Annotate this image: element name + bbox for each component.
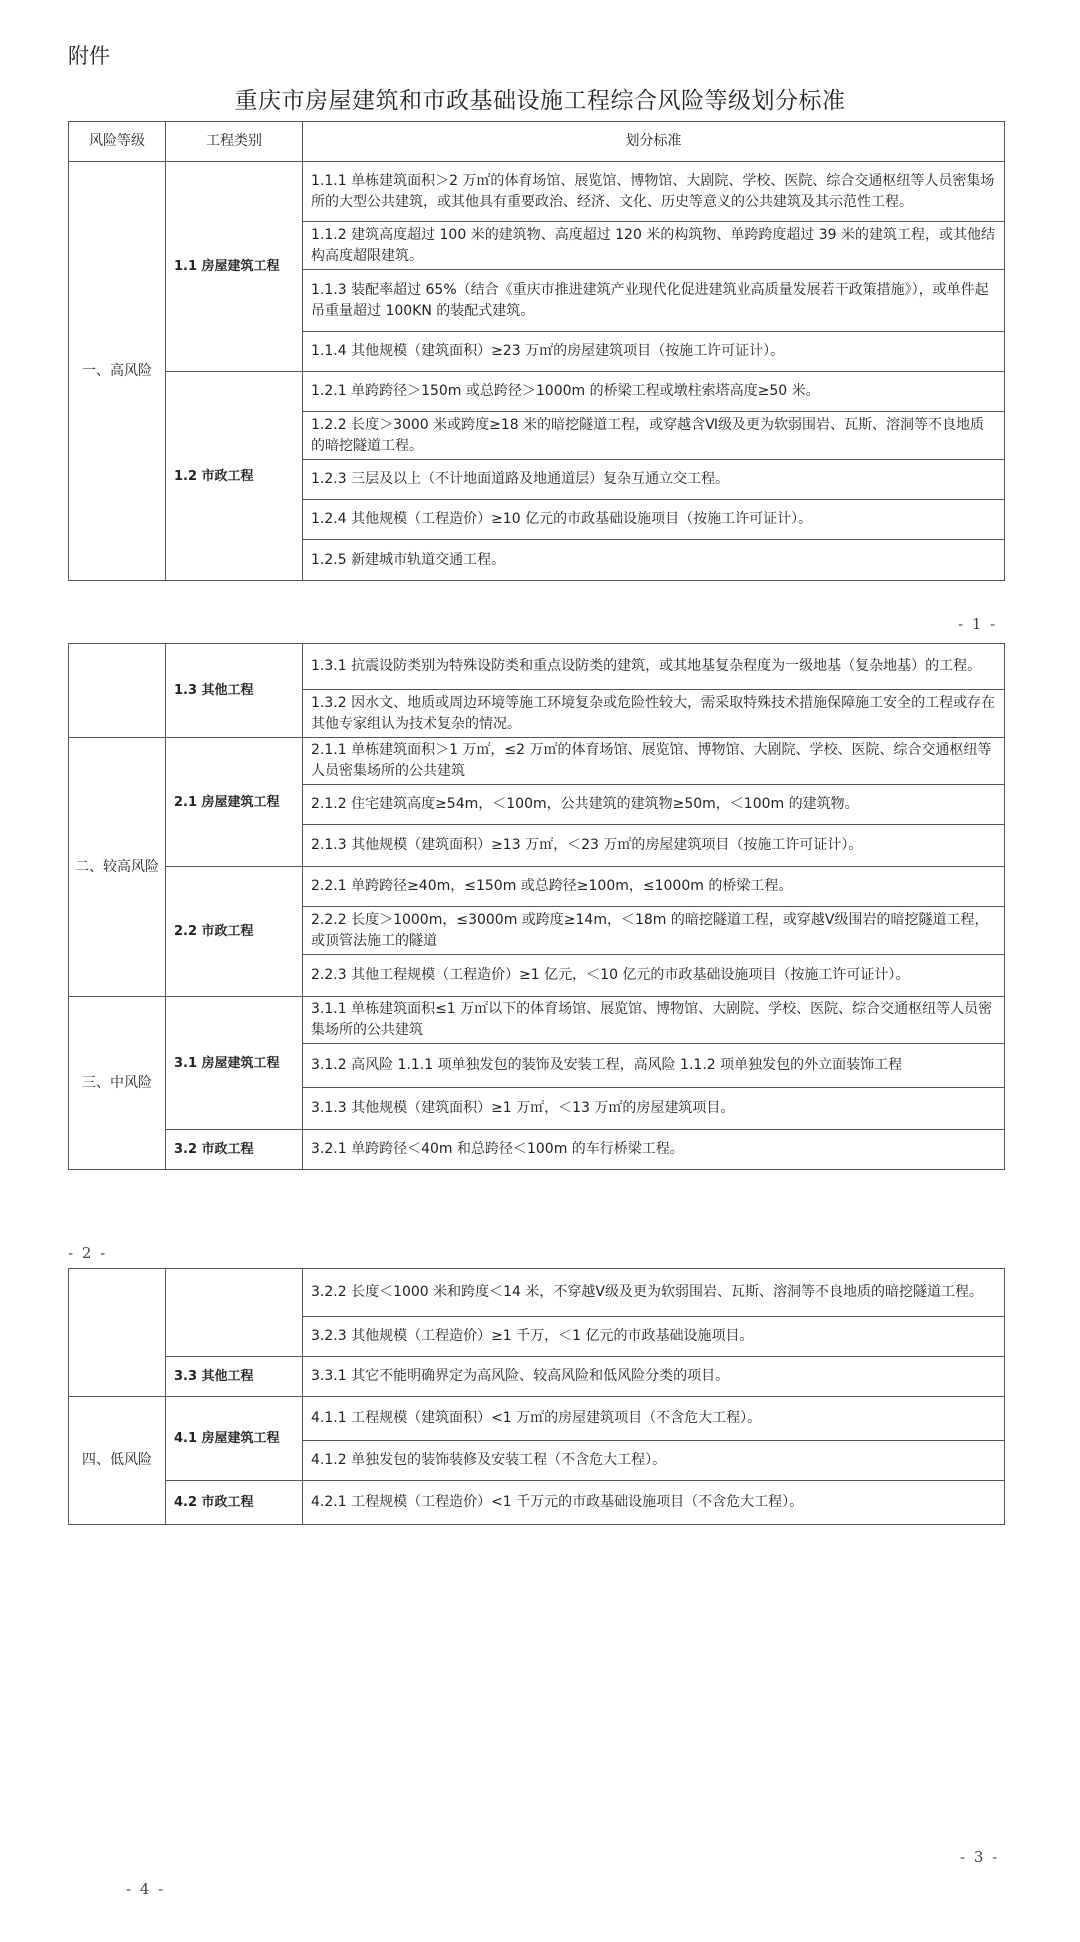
table-row (69, 644, 1005, 690)
header-level: 风险等级 (69, 122, 166, 162)
table-row (69, 1269, 1005, 1317)
page-number-1: - 1 - (958, 615, 998, 633)
standard-2-2-2: 2.2.2 长度＞1000m，≤3000m 或跨度≥14m，＜18m 的暗挖隧道工程，或穿越Ⅴ级围岩的暗挖隧道工程，或顶管法施工的隧道 (303, 907, 1005, 955)
risk-table-part-3 (68, 1268, 1005, 1525)
standard-2-2-1: 2.2.1 单跨跨径≥40m，≤150m 或总跨径≥100m，≤1000m 的桥梁工程。 (303, 867, 1005, 907)
standard-1-2-5: 1.2.5 新建城市轨道交通工程。 (303, 540, 1005, 581)
table-row (69, 372, 1005, 412)
standard-2-1-2: 2.1.2 住宅建筑高度≥54m，＜100m，公共建筑的建筑物≥50m，＜100m 的建筑物。 (303, 785, 1005, 825)
standard-3-1-2: 3.1.2 高风险 1.1.1 项单独发包的装饰及安装工程，高风险 1.1.2 项单独发包的外立面装饰工程 (303, 1044, 1005, 1088)
table-row (69, 867, 1005, 907)
standard-4-2-1: 4.2.1 工程规模（工程造价）<1 千万元的市政基础设施项目（不含危大工程）。 (303, 1481, 1005, 1525)
category-1-2: 1.2 市政工程 (166, 372, 303, 581)
category-2-1: 2.1 房屋建筑工程 (166, 738, 303, 867)
attachment-label: 附件 (68, 44, 110, 68)
category-1-1: 1.1 房屋建筑工程 (166, 162, 303, 372)
table-row (69, 1130, 1005, 1170)
standard-1-3-1: 1.3.1 抗震设防类别为特殊设防类和重点设防类的建筑，或其地基复杂程度为一级地基（复杂地基）的工程。 (303, 644, 1005, 690)
standard-1-1-3: 1.1.3 装配率超过 65%（结合《重庆市推进建筑产业现代化促进建筑业高质量发展若干政策措施》），或单件起吊重量超过 100KN 的装配式建筑。 (303, 270, 1005, 332)
standard-1-2-3: 1.2.3 三层及以上（不计地面道路及地通道层）复杂互通立交工程。 (303, 460, 1005, 500)
level-fairly-high: 二、较高风险 (69, 738, 166, 997)
risk-table-part-1 (68, 121, 1005, 581)
standard-3-1-1: 3.1.1 单栋建筑面积≤1 万㎡以下的体育场馆、展览馆、博物馆、大剧院、学校、医院、综合交通枢纽等人员密集场所的公共建筑 (303, 997, 1005, 1044)
category-3-2: 3.2 市政工程 (166, 1130, 303, 1170)
table-row (69, 1397, 1005, 1441)
standard-1-1-4: 1.1.4 其他规模（建筑面积）≥23 万㎡的房屋建筑项目（按施工许可证计）。 (303, 332, 1005, 372)
level-high-continued (69, 644, 166, 738)
level-medium-continued (69, 1269, 166, 1397)
page-title: 重庆市房屋建筑和市政基础设施工程综合风险等级划分标准 (234, 88, 846, 114)
category-3-1: 3.1 房屋建筑工程 (166, 997, 303, 1130)
header-standard: 划分标准 (303, 122, 1005, 162)
risk-table-part-2 (68, 643, 1005, 1170)
standard-1-1-1: 1.1.1 单栋建筑面积＞2 万㎡的体育场馆、展览馆、博物馆、大剧院、学校、医院、综合交通枢纽等人员密集场所的大型公共建筑，或其他具有重要政治、经济、文化、历史等意义的公共建筑及其示范性工程。 (303, 162, 1005, 222)
page-number-2: - 2 - (68, 1244, 108, 1262)
standard-2-2-3: 2.2.3 其他工程规模（工程造价）≥1 亿元，＜10 亿元的市政基础设施项目（按施工许可证计）。 (303, 955, 1005, 997)
standard-3-3-1: 3.3.1 其它不能明确界定为高风险、较高风险和低风险分类的项目。 (303, 1357, 1005, 1397)
table-row (69, 738, 1005, 785)
standard-4-1-1: 4.1.1 工程规模（建筑面积）<1 万㎡的房屋建筑项目（不含危大工程）。 (303, 1397, 1005, 1441)
category-3-2-continued (166, 1269, 303, 1357)
standard-1-2-1: 1.2.1 单跨跨径＞150m 或总跨径＞1000m 的桥梁工程或墩柱索塔高度≥50 米。 (303, 372, 1005, 412)
category-4-1: 4.1 房屋建筑工程 (166, 1397, 303, 1481)
standard-2-1-1: 2.1.1 单栋建筑面积＞1 万㎡，≤2 万㎡的体育场馆、展览馆、博物馆、大剧院、学校、医院、综合交通枢纽等人员密集场所的公共建筑 (303, 738, 1005, 785)
table-header-row (69, 122, 1005, 162)
standard-4-1-2: 4.1.2 单独发包的装饰装修及安装工程（不含危大工程）。 (303, 1441, 1005, 1481)
table-row (69, 162, 1005, 222)
page-number-3: - 3 - (960, 1848, 1000, 1866)
standard-3-2-2: 3.2.2 长度＜1000 米和跨度＜14 米，不穿越Ⅴ级及更为软弱围岩、瓦斯、溶洞等不良地质的暗挖隧道工程。 (303, 1269, 1005, 1317)
standard-3-2-1: 3.2.1 单跨跨径＜40m 和总跨径＜100m 的车行桥梁工程。 (303, 1130, 1005, 1170)
page-number-4: - 4 - (126, 1880, 166, 1898)
level-medium: 三、中风险 (69, 997, 166, 1170)
table-row (69, 997, 1005, 1044)
standard-3-1-3: 3.1.3 其他规模（建筑面积）≥1 万㎡，＜13 万㎡的房屋建筑项目。 (303, 1088, 1005, 1130)
standard-1-3-2: 1.3.2 因水文、地质或周边环境等施工环境复杂或危险性较大，需采取特殊技术措施保障施工安全的工程或存在其他专家组认为技术复杂的情况。 (303, 690, 1005, 738)
category-4-2: 4.2 市政工程 (166, 1481, 303, 1525)
category-1-3: 1.3 其他工程 (166, 644, 303, 738)
category-2-2: 2.2 市政工程 (166, 867, 303, 997)
standard-2-1-3: 2.1.3 其他规模（建筑面积）≥13 万㎡，＜23 万㎡的房屋建筑项目（按施工许可证计）。 (303, 825, 1005, 867)
standard-3-2-3: 3.2.3 其他规模（工程造价）≥1 千万，＜1 亿元的市政基础设施项目。 (303, 1317, 1005, 1357)
level-high: 一、高风险 (69, 162, 166, 581)
standard-1-2-4: 1.2.4 其他规模（工程造价）≥10 亿元的市政基础设施项目（按施工许可证计）。 (303, 500, 1005, 540)
table-row (69, 1481, 1005, 1525)
level-low: 四、低风险 (69, 1397, 166, 1525)
standard-1-2-2: 1.2.2 长度＞3000 米或跨度≥18 米的暗挖隧道工程，或穿越含Ⅵ级及更为软弱围岩、瓦斯、溶洞等不良地质的暗挖隧道工程。 (303, 412, 1005, 460)
header-category: 工程类别 (166, 122, 303, 162)
standard-1-1-2: 1.1.2 建筑高度超过 100 米的建筑物、高度超过 120 米的构筑物、单跨跨度超过 39 米的建筑工程，或其他结构高度超限建筑。 (303, 222, 1005, 270)
table-row (69, 1357, 1005, 1397)
category-3-3: 3.3 其他工程 (166, 1357, 303, 1397)
